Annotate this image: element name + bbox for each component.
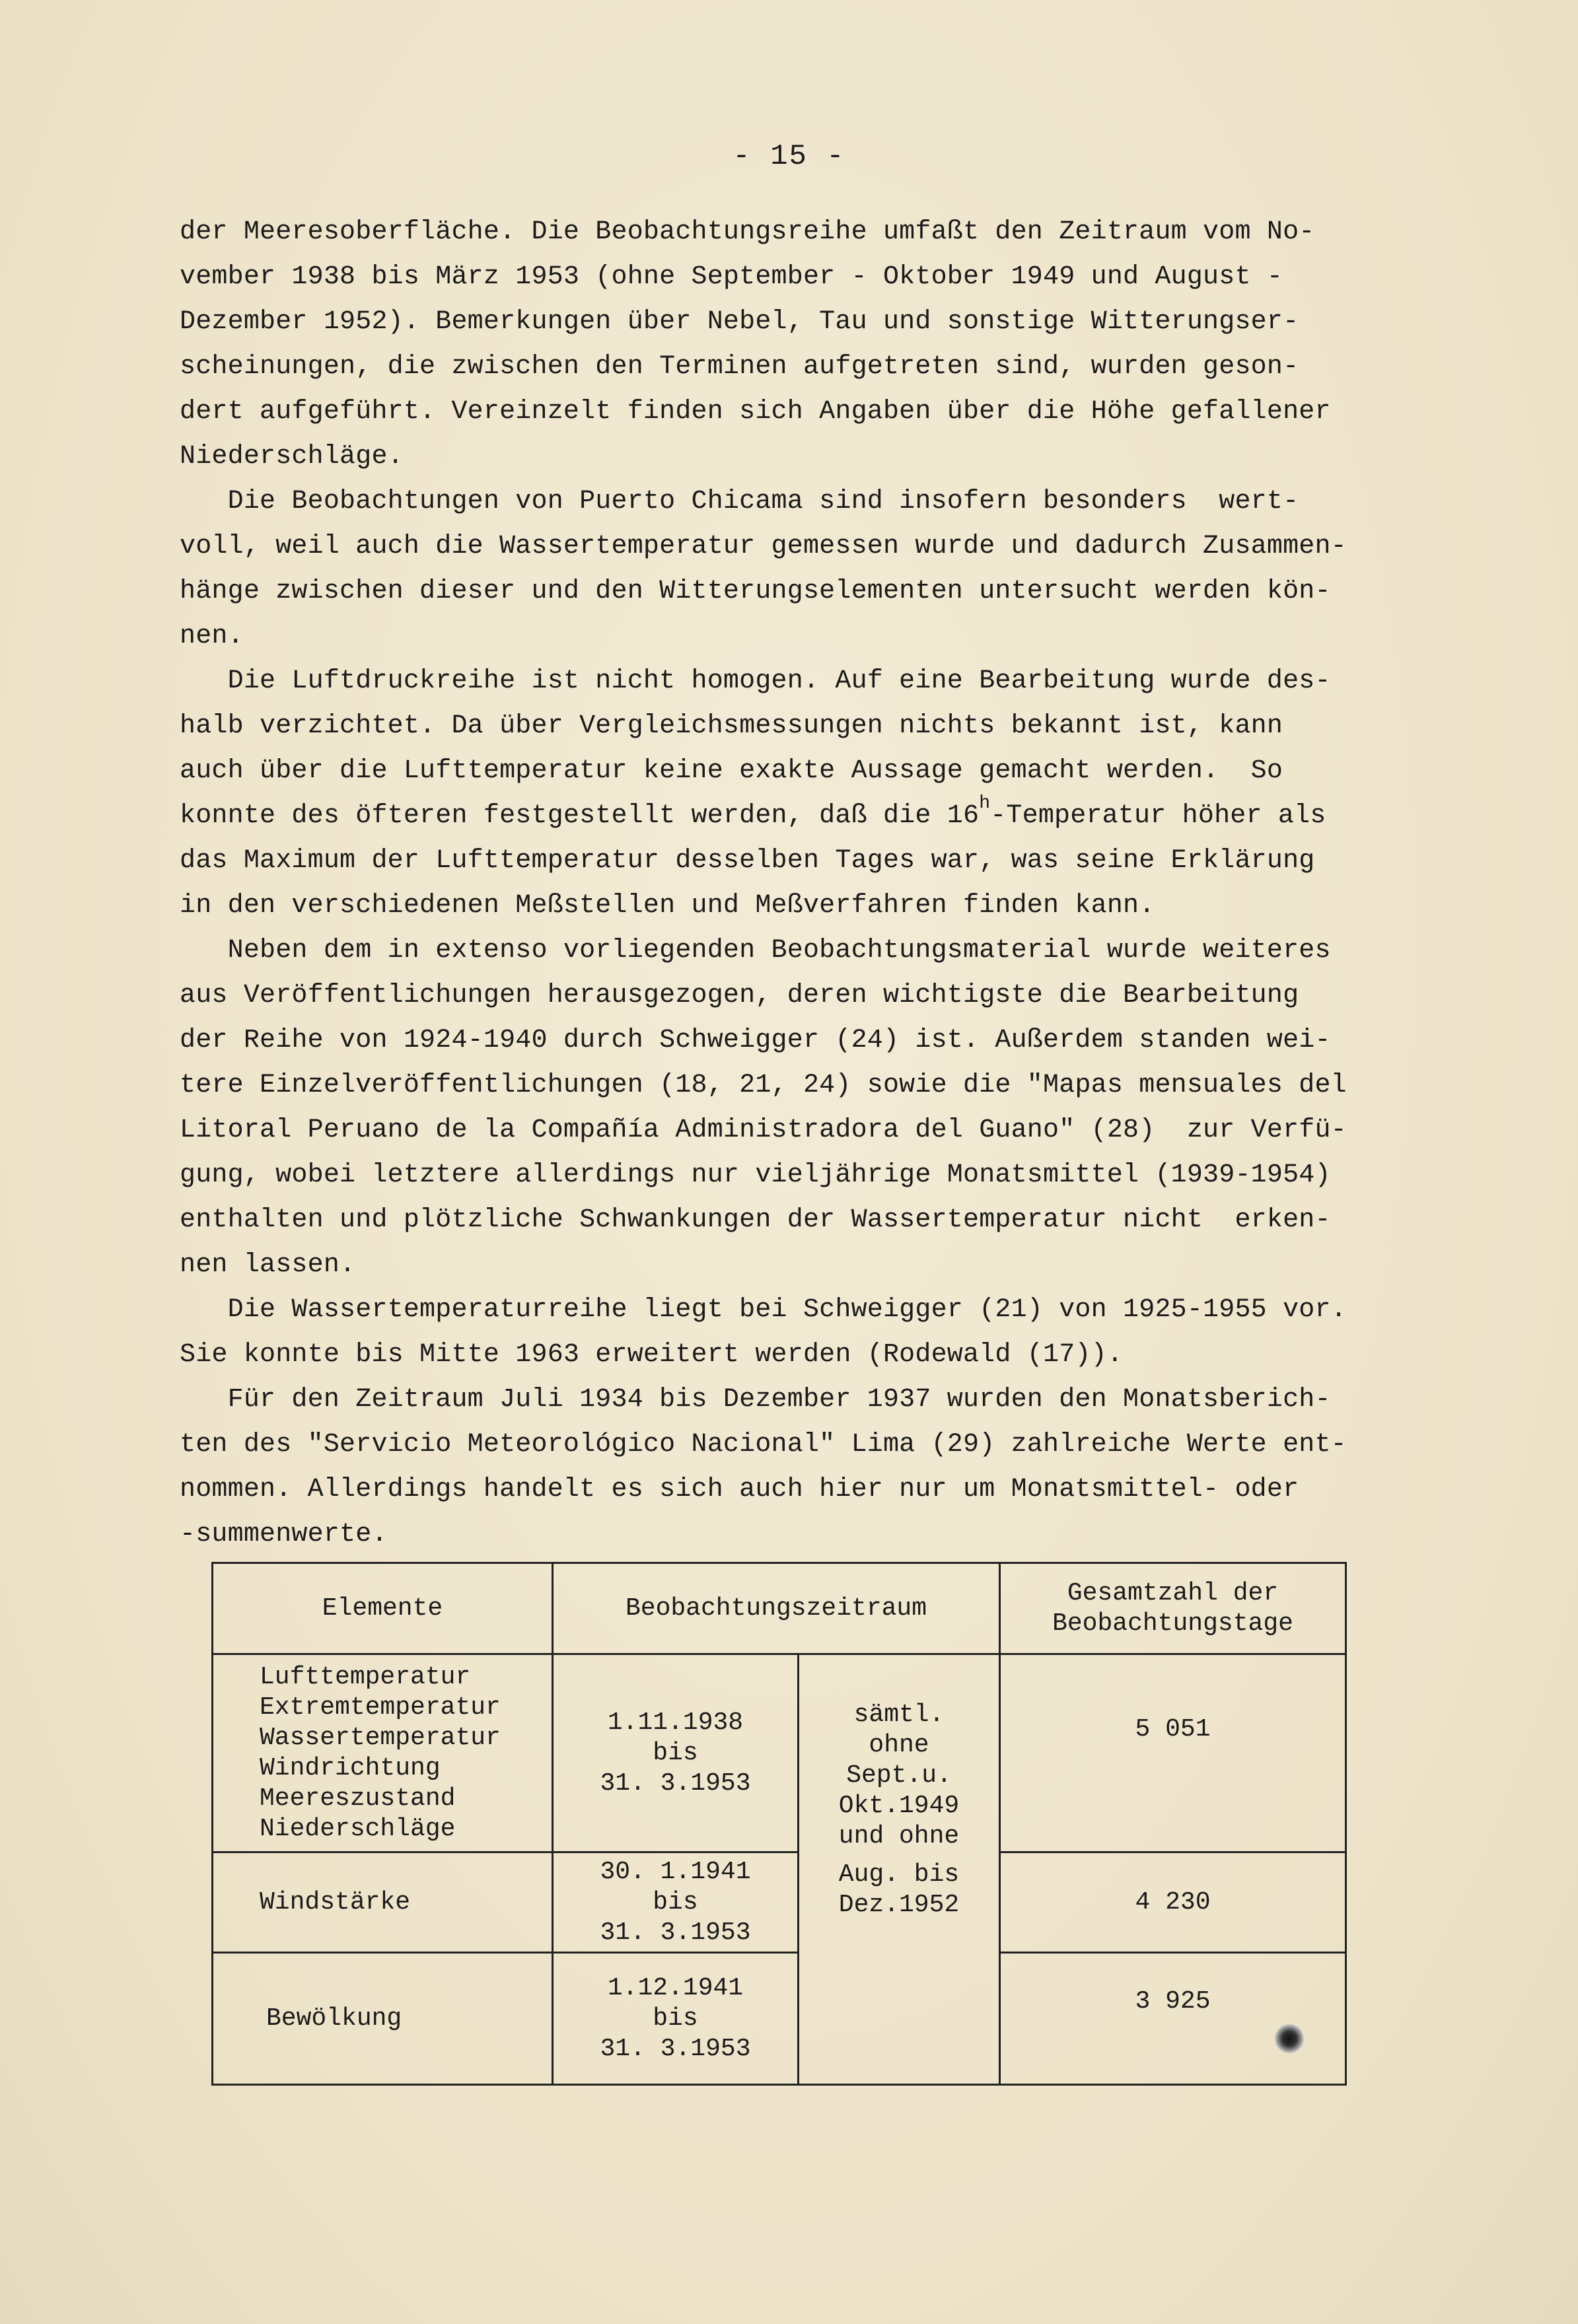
period-end: 31. 3.1953 bbox=[600, 1918, 751, 1947]
observation-table bbox=[211, 1562, 1347, 2086]
element-name: Lufttemperatur bbox=[260, 1662, 471, 1691]
text-line: vember 1938 bis März 1953 (ohne September - Oktober 1949 und August - bbox=[180, 262, 1283, 292]
period-bis: bis bbox=[653, 2004, 698, 2033]
count-cell: 3 925 bbox=[1000, 1953, 1346, 2085]
note-line: ohne bbox=[869, 1731, 929, 1759]
elements-cell: Bewölkung bbox=[213, 1953, 553, 2085]
text-line: ten des "Servicio Meteorológico Nacional" Lima (29) zahlreiche Werte ent- bbox=[180, 1430, 1347, 1460]
text-line: nen lassen. bbox=[180, 1250, 356, 1280]
note-line: und ohne bbox=[838, 1822, 960, 1850]
header-elements: Elemente bbox=[213, 1563, 553, 1654]
table-row bbox=[213, 1953, 1346, 2085]
text-line: tere Einzelveröffentlichungen (18, 21, 24) sowie die "Mapas mensuales del bbox=[180, 1071, 1347, 1100]
table-header-row bbox=[213, 1563, 1346, 1654]
text-line: Niederschläge. bbox=[180, 442, 404, 472]
text-line: der Meeresoberfläche. Die Beobachtungsreihe umfaßt den Zeitraum vom No- bbox=[180, 217, 1315, 247]
text-line: Sie konnte bis Mitte 1963 erweitert werden (Rodewald (17)). bbox=[180, 1340, 1124, 1370]
table-row bbox=[213, 1654, 1346, 1852]
count-cell: 4 230 bbox=[1000, 1852, 1346, 1953]
text-line bbox=[180, 794, 1369, 839]
superscript-hour: h bbox=[979, 793, 991, 814]
page-number: - 15 - bbox=[733, 140, 845, 173]
header-total-line: Gesamtzahl der bbox=[1067, 1578, 1279, 1607]
text-line-part: konnte des öfteren festgestellt werden, daß die 16 bbox=[180, 801, 980, 831]
period-cell bbox=[553, 1654, 799, 1852]
count-cell: 5 051 bbox=[1000, 1654, 1346, 1852]
text-line: Die Beobachtungen von Puerto Chicama sind insofern besonders wert- bbox=[180, 487, 1299, 516]
element-name: Extremtemperatur bbox=[260, 1693, 501, 1722]
period-cell bbox=[553, 1953, 799, 2085]
period-end: 31. 3.1953 bbox=[600, 1769, 751, 1798]
text-line: nommen. Allerdings handelt es sich auch hier nur um Monatsmittel- oder bbox=[180, 1475, 1299, 1504]
text-line: -summenwerte. bbox=[180, 1520, 388, 1549]
body-text bbox=[180, 210, 1369, 1557]
text-line: dert aufgeführt. Vereinzelt finden sich Angaben über die Höhe gefallener bbox=[180, 397, 1331, 427]
text-line: in den verschiedenen Meßstellen und Meßverfahren finden kann. bbox=[180, 891, 1155, 921]
period-start: 1.11.1938 bbox=[607, 1708, 744, 1737]
text-line: aus Veröffentlichungen herausgezogen, deren wichtigste die Bearbeitung bbox=[180, 981, 1299, 1010]
text-line: hänge zwischen dieser und den Witterungselementen untersucht werden kön- bbox=[180, 577, 1331, 606]
note-line: Sept.u. bbox=[846, 1761, 952, 1790]
note-line: sämtl. bbox=[853, 1701, 945, 1729]
text-line: Litoral Peruano de la Compañía Administradora del Guano" (28) zur Verfü- bbox=[180, 1115, 1347, 1145]
elements-cell bbox=[213, 1654, 553, 1852]
exclusion-note-cell bbox=[799, 1654, 1000, 2085]
note-line: Dez.1952 bbox=[838, 1891, 960, 1919]
text-line: enthalten und plötzliche Schwankungen der Wassertemperatur nicht erken- bbox=[180, 1205, 1331, 1235]
element-name: Windrichtung bbox=[260, 1753, 441, 1782]
text-line: Neben dem in extenso vorliegenden Beobachtungsmaterial wurde weiteres bbox=[180, 936, 1331, 966]
text-line: auch über die Lufttemperatur keine exakte Aussage gemacht werden. So bbox=[180, 756, 1283, 786]
period-start: 1.12.1941 bbox=[607, 1973, 744, 2002]
text-line: nen. bbox=[180, 621, 244, 651]
element-name: Meereszustand bbox=[260, 1784, 456, 1813]
table-row bbox=[213, 1852, 1346, 1953]
text-line: halb verzichtet. Da über Vergleichsmessungen nichts bekannt ist, kann bbox=[180, 711, 1283, 741]
text-line: der Reihe von 1924-1940 durch Schweigger (24) ist. Außerdem standen wei- bbox=[180, 1026, 1331, 1055]
element-name: Wassertemperatur bbox=[260, 1723, 501, 1752]
note-line: Okt.1949 bbox=[838, 1792, 960, 1820]
period-start: 30. 1.1941 bbox=[600, 1857, 751, 1886]
text-line: voll, weil auch die Wassertemperatur gemessen wurde und dadurch Zusammen- bbox=[180, 532, 1347, 561]
period-bis: bis bbox=[653, 1887, 698, 1917]
text-line: Dezember 1952). Bemerkungen über Nebel, Tau und sonstige Witterungser- bbox=[180, 307, 1299, 337]
text-line: das Maximum der Lufttemperatur desselben Tages war, was seine Erklärung bbox=[180, 846, 1315, 876]
text-line: scheinungen, die zwischen den Terminen aufgetreten sind, wurden geson- bbox=[180, 352, 1299, 382]
note-line: Aug. bis bbox=[838, 1860, 960, 1889]
text-line: gung, wobei letztere allerdings nur vieljährige Monatsmittel (1939-1954) bbox=[180, 1160, 1331, 1190]
header-total-line: Beobachtungstage bbox=[1052, 1609, 1293, 1638]
text-line-part: -Temperatur höher als bbox=[990, 801, 1326, 831]
text-line: Für den Zeitraum Juli 1934 bis Dezember 1937 wurden den Monatsberich- bbox=[180, 1385, 1331, 1415]
period-bis: bis bbox=[653, 1738, 698, 1767]
punch-hole bbox=[1275, 2024, 1304, 2053]
element-name: Niederschläge bbox=[260, 1814, 456, 1843]
text-line: Die Wassertemperaturreihe liegt bei Schweigger (21) von 1925-1955 vor. bbox=[180, 1295, 1347, 1325]
elements-cell: Windstärke bbox=[213, 1852, 553, 1953]
period-end: 31. 3.1953 bbox=[600, 2034, 751, 2063]
header-total bbox=[1000, 1563, 1346, 1654]
text-line: Die Luftdruckreihe ist nicht homogen. Auf eine Bearbeitung wurde des- bbox=[180, 666, 1331, 696]
header-period: Beobachtungszeitraum bbox=[553, 1563, 1000, 1654]
note-line bbox=[799, 1852, 999, 1860]
period-cell bbox=[553, 1852, 799, 1953]
